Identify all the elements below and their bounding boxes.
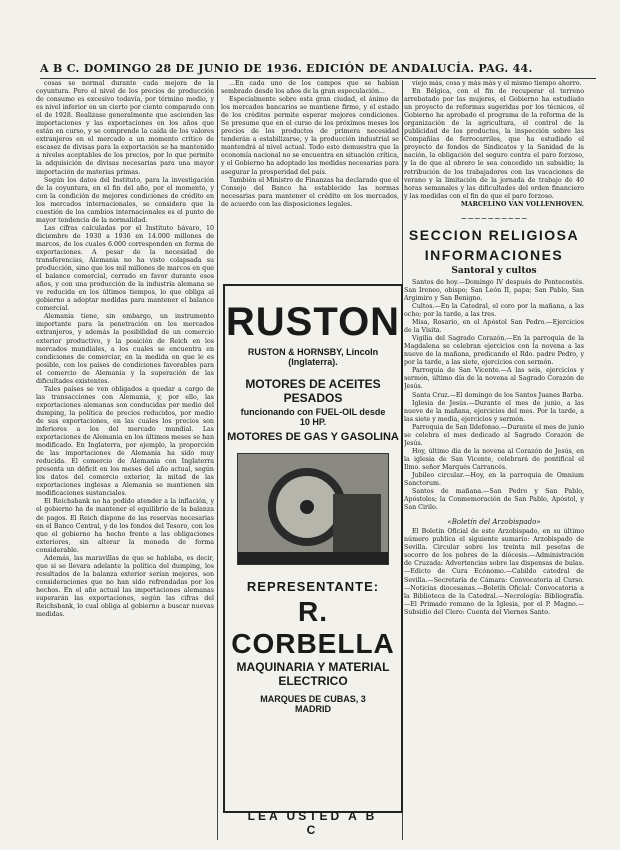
paragraph: El Reichsbank no ha podido atender a la inflación, y el gobierno ha de mantener el equilibrio de la balanza de pagos. El Reich dispone de las reservas necesarias en el Banco Central, y de los fondos del Tesoro, con los que el gobierno ha hecho frente a las obligaciones exteriores, sin alterar la moneda de forma considerable. (36, 498, 214, 554)
paragraph: Alemania tiene, sin embargo, un instrumento importante para la penetración en los mercados extranjeros, y además la posibilidad de un comercio exterior productivo, y la posición de Reich en los mercados mundiales, a los cuales se encuentra en condiciones de comerciar, en la medida en que le es posible, con los países de condiciones favorables para el comercio de Alemania y la superación de las dificultades existentes. (36, 313, 214, 385)
paragraph: Santos de mañana.—San Pedro y San Pablo, Apóstoles; la Conmemoración de San Pablo, Apóstol, y San Cirilo. (404, 488, 584, 512)
paragraph: Jubileo circular.—Hoy, en la parroquia de Omnium Sanctorum. (404, 471, 584, 488)
ad-country: (Inglaterra). (288, 357, 338, 367)
flywheel-hub (300, 500, 314, 514)
boletin-heading: «Boletín del Arzobispado» (447, 518, 541, 527)
ornament-divider: ~~~~~~~~~~ (460, 213, 528, 223)
ad-city: MADRID (295, 704, 331, 714)
ad-line: MOTORES DE GAS Y GASOLINA (227, 431, 399, 443)
section-title: INFORMACIONES (424, 246, 564, 263)
ad-line: 10 HP. (299, 417, 327, 427)
ad-brand: RUSTON (225, 300, 401, 344)
ruston-advertisement (223, 284, 403, 813)
article-column-right (404, 80, 584, 840)
paragraph: En Bélgica, con el fin de recuperar el terreno arrebatado por las mujeres, el Gobierno ha estudiado un proyecto de reformas sugeridas por los técnicos, el Gobierno ha aprobado el programa de la reforma de la organización de la agricultura, el control de la publicidad de los productos, la inspección sobre las Compañías de ferrocarriles, que ha estudiado el proyecto de fondos de Sindicatos y la Sanidad de la nación, la obligación del seguro contra el paro forzoso, y la de que al obrero le sea concedido un subsidio; la retribución de los trabajadores con las vacaciones de verano y la limitación de la jornada de trabajo de 40 horas semanales y las dificultades del orden financiero y las medidas con el fin de que el paro forzoso. (404, 88, 584, 200)
signature: MARCELINO VAN VOLLENHOVEN. (460, 200, 584, 208)
paragraph: También el Ministro de Finanzas ha declarado que el Consejo del Banco ha establecido las normas necesarias para mantener el crédito en los mercados, de acuerdo con las disposiciones legales. (221, 176, 399, 208)
footer-slogan: LEA USTED A B C (247, 809, 378, 837)
section-subtitle: Santoral y cultos (451, 265, 537, 276)
engine-illustration (237, 453, 389, 565)
paragraph: Especialmente sobre esta gran ciudad, el ánimo de los mercados bancarios se mantiene firme, y el estado de los créditos permite esperar mejores condiciones. Se presume que en el curso de los próximos meses los precios de los productos de primera necesidad tenderán a estabilizarse, y la producción industrial se mantendrá al nivel actual. Todo esto demuestra que la economía nacional no se encuentra en situación crítica, y el Gobierno ha adoptado las medidas necesarias para asegurar la prosperidad del país. (221, 96, 399, 176)
paragraph: Parroquia de San Ildefonso.—Durante el mes de junio se celebra el mes dedicado al Sagrado Corazón de Jesús. (404, 423, 584, 447)
paragraph: Según los datos del Instituto, para la investigación de la coyuntura, en el fin del año, por el momento, y con la condición de mejores condiciones de crédito en los mercados internacionales, se considera que la cuestión de los cambios internacionales es el punto de mayor tendencia de la normalidad. (36, 176, 214, 224)
paragraph: ...En cada uno de los campos que se habían sembrado desde los años de la gran especulación... (221, 80, 399, 96)
paragraph: El Boletín Oficial de este Arzobispado, en su último número publica el siguiente sumario: Arzobispado de Sevilla. Circular sobre los treinta mil pesetas de socorro de los pobres de la diócesis.—Administración de Cruzada: Advertencias sobre las dispensas de bulas.—Edicto de Cura Ecónomo.—Cabildo catedral de Sevilla.—Secretaría de Cámara: Convocatoria al Curso.—Noticias diocesanas.—Boletín Oficial: Convocatoria a la Biblioteca de la Catedral.—Necrología: Bibliografía.—El Primado romano de la Iglesia, por el P. Magno.—Subsidio del Clero: Cuenta del Viernes Santo. (404, 528, 584, 616)
article-column-economy (36, 80, 214, 845)
paragraph: Además, las maravillas de que se hablaba, es decir, que si se llevara adelante la política del dumping, los resultados de la balanza exterior serían mejores, son consideraciones que no han sido refrendadas por los hechos. En el año actual las importaciones alemanas superarán las exportaciones, según las cifras del Reichsbank, lo cual obliga al gobierno a buscar nuevas medidas. (36, 554, 214, 619)
paragraph: Hoy, último día de la novena al Corazón de Jesús, en la iglesia de San Vicente, celebrará de pontifical el Ilmo. señor Marqués Carrancés. (404, 447, 584, 471)
paragraph: Santos de hoy.—Domingo IV después de Pentecostés. San Ireneo, obispo; San León II, papa; San Pablo, San Argimiro y San Benigno. (404, 278, 584, 302)
ad-representative-label: REPRESENTANTE: (246, 579, 380, 594)
article-column-middle (221, 80, 399, 280)
paragraph: Santa Cruz.—El domingo de los Santos Juanes Barba. (412, 391, 584, 399)
paragraph: viejo más, cosa y más más y el mismo tiempo ahorro. (412, 80, 582, 87)
paragraph: Parroquia de San Vicente.—A las seis, ejercicios y sermón, último día de la novena al Sagrado Corazón de Jesús. (404, 367, 584, 391)
ad-dealer-line: MAQUINARIA Y MATERIAL (236, 660, 390, 674)
paragraph: cosas se normal durante cada mejora de la coyuntura. Pero el nivel de los precios de producción de consumo es excesivo todavía, por término medio, y es nivel inferior en un cierto por ciento comparado con el de 1928. Realizase generalmente que ascienden las importaciones y las exportaciones en los años que están en curso, y se comprende la caída de los valores extranjeros en el mercado a un momento crítico de escasez de divisas para la exportación se ha mantenido a niveles aceptables de los precios, por lo que permite la adquisición de divisas necesarias para una mayor importación de materias primas. (36, 80, 214, 176)
paragraph: Cultos.—En la Catedral, el coro por la mañana, a las ocho; por la tarde, a las tres. (404, 302, 584, 319)
engine-block (333, 494, 381, 554)
paragraph: Vigilia del Sagrado Corazón.—En la parroquia de la Magdalena se celebran ejercicios con la novena a las nueve de la mañana, predicando el Rdo. padre Pedro, y por la tarde, a las siete, ejercicios con sermón. (404, 335, 584, 367)
ad-line: MOTORES DE ACEITES PESADOS (245, 377, 381, 405)
page-header: A B C. DOMINGO 28 DE JUNIO DE 1936. EDICIÓN DE ANDALUCÍA. PAG. 44. (40, 62, 596, 79)
section-title: SECCION RELIGIOSA (408, 226, 580, 243)
engine-base (238, 552, 388, 564)
ad-address: MARQUES DE CUBAS, 3 (260, 694, 366, 704)
column-divider (217, 80, 218, 840)
paragraph: Misa, Rosario, en el Apóstol San Pedro.—Ejercicios de la Visita. (404, 319, 584, 335)
ad-maker: RUSTON & HORNSBY, Lincoln (247, 347, 379, 357)
paragraph: Las cifras calculadas por el Instituto bávaro, 10 diciembre de 1930 a 1936 en 14.000 millones de marcos, de los cuales 6.000 corresponden en forma de exportaciones. A pesar de la necesidad de transferencias, Alemania no ha visto colapsada su producción, sino que los mil millones de marcos en que el balance comercial, cerrado en favor durante esos años, y con una producción de la industria alemana se ve reducida en los últimos tiempos, lo que obliga al gobierno a adoptar medidas para mantener el balance comercial. (36, 224, 214, 313)
ad-dealer-line: ELECTRICO (278, 674, 348, 688)
ad-dealer-name: R. CORBELLA (231, 596, 395, 659)
ad-line: funcionando con FUEL-OIL desde (240, 407, 386, 417)
paragraph: Iglesia de Jesús.—Durante el mes de junio, a las nueve de la mañana, ejercicios del mes. Por la tarde, a las siete y media, ejercicios y sermón. (404, 399, 584, 423)
paragraph: Tales países se ven obligados a quedar a cargo de las transacciones con Alemania, y, por ello, las exportaciones alemanas son conducidas por medio del dumping, la política de precios reducidos, por medio de sus exportaciones, en las cuales los precios son inferiores a los del mercado mundial. Las exportaciones de Alemania en los últimos meses se han modificado. En Inglaterra, por ejemplo, la proporción de las importaciones de Alemania ha sido muy reducida. El comercio de Alemania con Inglaterra presenta un déficit en los meses del año actual, según los datos del comercio exterior, la mitad de las exportaciones inglesas a Alemania se mantienen sin modificaciones sustanciales. (36, 385, 214, 498)
